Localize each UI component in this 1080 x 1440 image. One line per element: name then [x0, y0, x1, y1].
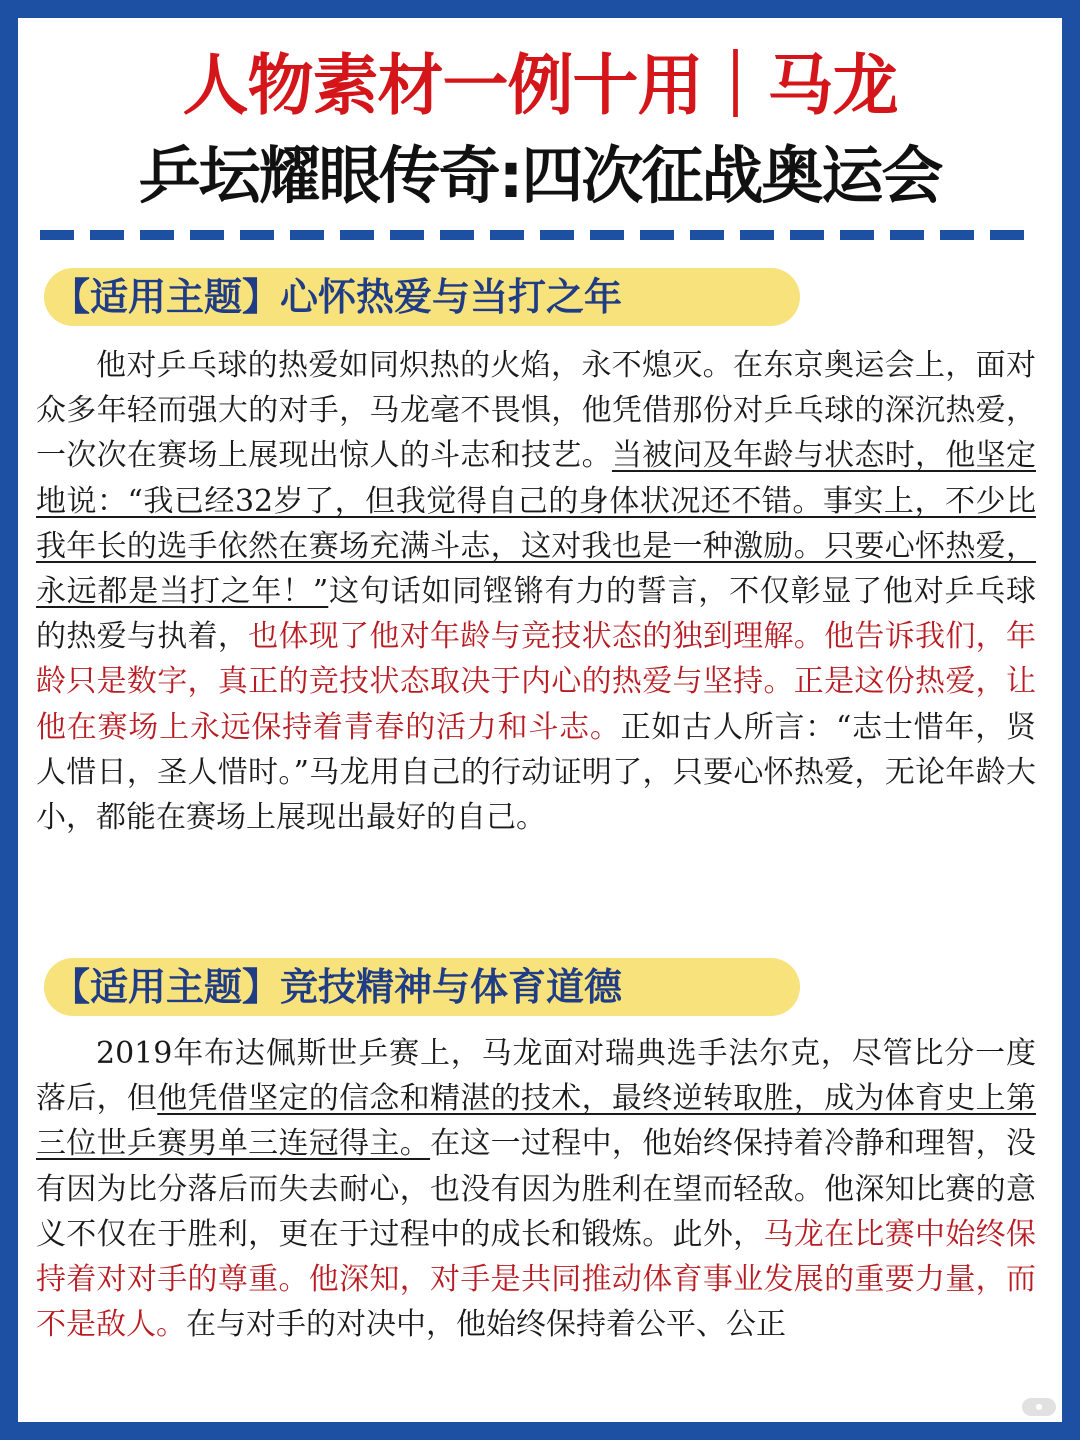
paragraph-2-emphasis-red: 马龙在比赛中始终保持着对对手的尊重。他深知，对手是共同推动体育事业发展的重要力量，而不是敌人。: [36, 1216, 1036, 1343]
paragraph-1-text-c: 正如古人所言：“志士惜年，贤人惜日，圣人惜时。”马龙用自己的行动证明了，只要心怀热爱，无论年龄大小，都能在赛场上展现出最好的自己。: [36, 709, 1036, 836]
paragraph-1-quote-underlined: 当被问及年龄与状态时，他坚定地说：“我已经32岁了，但我觉得自己的身体状况还不错。事实上，不少比我年长的选手依然在赛场充满斗志，这对我也是一种激励。只要心怀热爱，永远都是当打之年！”: [36, 438, 1036, 610]
paragraph-1-emphasis-red: 也体现了他对年龄与竞技状态的独到理解。他告诉我们，年龄只是数字，真正的竞技状态取决于内心的热爱与坚持。正是这份热爱，让他在赛场上永远保持着青春的活力和斗志。: [36, 619, 1036, 745]
paragraph-2-text-c: 在与对手的对决中，他始终保持着公平、公正: [186, 1307, 786, 1343]
theme-banner-1: [44, 268, 800, 326]
theme-banner-2: [44, 958, 800, 1016]
dashed-divider: [40, 230, 1040, 240]
paragraph-2-text-b: 在这一过程中，他始终保持着冷静和理智，没有因为比分落后而失去耐心，也没有因为胜利在望而轻敌。他深知比赛的意义不仅在于胜利，更在于过程中的成长和锻炼。此外，: [36, 1126, 1036, 1252]
paragraph-1-text-a: 他对乒乓球的热爱如同炽热的火焰，永不熄灭。在东京奥运会上，面对众多年轻而强大的对手，马龙毫不畏惧，他凭借那份对乒乓球的深沉热爱，一次次在赛场上展现出惊人的斗志和技艺。: [36, 348, 1036, 474]
paragraph-1-text-b: 这句话如同铿锵有力的誓言，不仅彰显了他对乒乓球的热爱与执着，: [36, 574, 1037, 655]
theme-label-2: 【适用主题】竞技精神与体育道德: [52, 965, 623, 1009]
title-line-2: 乒坛耀眼传奇:四次征战奥运会: [138, 139, 942, 212]
page-frame: [18, 18, 1062, 1422]
paragraph-2: [36, 1031, 1036, 1347]
paragraph-1: [36, 343, 1036, 840]
paragraph-2-underlined: 他凭借坚定的信念和精湛的技术，最终逆转取胜，成为体育史上第三位世乒赛男单三连冠得主。: [36, 1081, 1036, 1162]
title-line-1: 人物素材一例十用｜马龙: [182, 47, 898, 124]
paragraph-2-text-a: 2019年布达佩斯世乒赛上，马龙面对瑞典选手法尔克，尽管比分一度落后，但: [36, 1036, 1036, 1117]
watermark-badge: ●: [1022, 1398, 1056, 1416]
theme-label-1: 【适用主题】心怀热爱与当打之年: [52, 275, 623, 319]
